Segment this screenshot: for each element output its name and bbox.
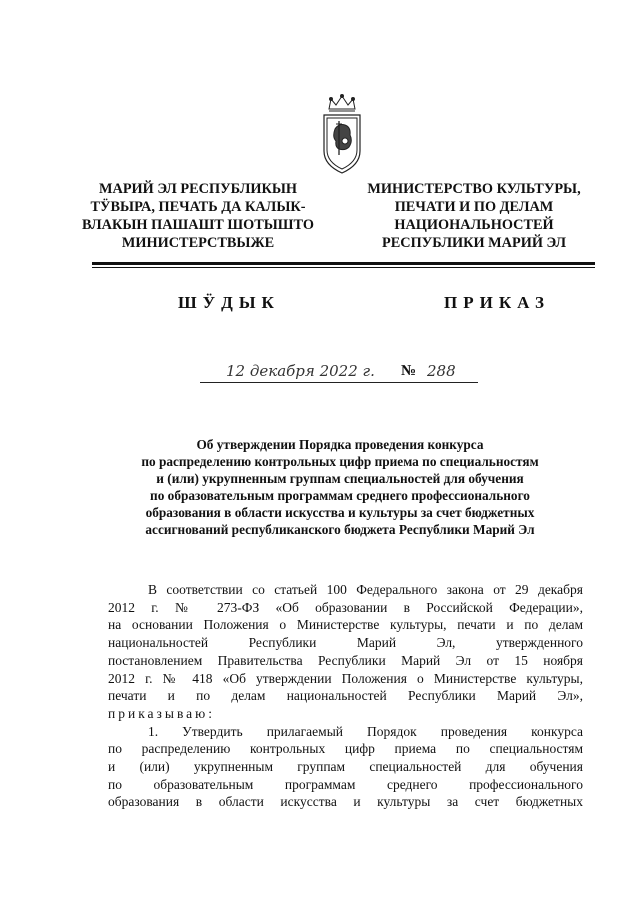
body-line: 2012 г. № 418 «Об утверждении Положения о Министерстве культуры,: [108, 670, 583, 686]
body-line: В соответствии со статьей 100 Федерального закона от 29 декабря: [148, 582, 583, 597]
title-line: Об утверждении Порядка проведения конкурса: [196, 437, 484, 452]
header-right-line: МИНИСТЕРСТВО КУЛЬТУРЫ,: [367, 181, 581, 197]
header-left-block: [68, 180, 328, 252]
body-line: по образовательным программам среднего профессионального: [108, 776, 583, 792]
body-line: 2012 г. № 273-ФЗ «Об образовании в Российской Федерации»,: [108, 599, 583, 615]
body-line: печати и по делам национальностей Республики Марий Эл»,: [108, 688, 583, 704]
header-right-line: НАЦИОНАЛЬНОСТЕЙ: [394, 217, 554, 233]
body-line: на основании Положения о Министерстве культуры, печати и по делам: [108, 617, 583, 633]
order-date: 12 декабря 2022 г.: [226, 362, 375, 380]
header-left-line: ТӰВЫРА, ПЕЧАТЬ ДА КАЛЫК-: [90, 199, 306, 215]
doc-type-mari: ШӰДЫК: [178, 293, 280, 312]
title-line: образования в области искусства и культуры за счет бюджетных: [145, 505, 535, 520]
number-sign: №: [401, 363, 417, 379]
order-number: 288: [427, 362, 456, 380]
order-title: [90, 436, 590, 538]
title-line: по образовательным программам среднего профессионального: [150, 488, 530, 503]
header-left-line: ВЛАКЫН ПАШАШТ ШОТЫШТО: [82, 217, 314, 233]
body-line-order-verb: приказываю:: [108, 705, 215, 721]
header-right-block: [344, 180, 604, 252]
body-line: по распределению контрольных цифр приема по специальностям: [108, 741, 583, 757]
title-line: ассигнований республиканского бюджета Республики Марий Эл: [145, 522, 535, 537]
header-divider-thin: [92, 267, 595, 268]
header-divider-thick: [92, 262, 595, 265]
header-right-line: ПЕЧАТИ И ПО ДЕЛАМ: [394, 199, 554, 215]
body-line: постановлением Правительства Республики Марий Эл от 15 ноября: [108, 652, 583, 668]
title-line: и (или) укрупненным группам специальностей для обучения: [156, 471, 524, 486]
doc-type-russian: ПРИКАЗ: [444, 293, 550, 312]
header-left-line: МИНИСТЕРСТВЫЖЕ: [121, 235, 275, 251]
date-number-line: [200, 360, 478, 386]
coat-of-arms-icon: [317, 93, 367, 175]
body-line: национальностей Республики Марий Эл, утвержденного: [108, 635, 583, 651]
title-line: по распределению контрольных цифр приема по специальностям: [141, 454, 539, 469]
body-line: и (или) укрупненным группам специальностей для обучения: [108, 759, 583, 775]
body-line: 1. Утвердить прилагаемый Порядок проведения конкурса: [148, 723, 583, 739]
date-underline: [200, 382, 478, 383]
header-left-line: МАРИЙ ЭЛ РЕСПУБЛИКЫН: [99, 181, 297, 197]
header-right-line: РЕСПУБЛИКИ МАРИЙ ЭЛ: [382, 235, 566, 251]
order-body: [108, 581, 583, 811]
body-line: образования в области искусства и культуры за счет бюджетных: [108, 794, 583, 810]
